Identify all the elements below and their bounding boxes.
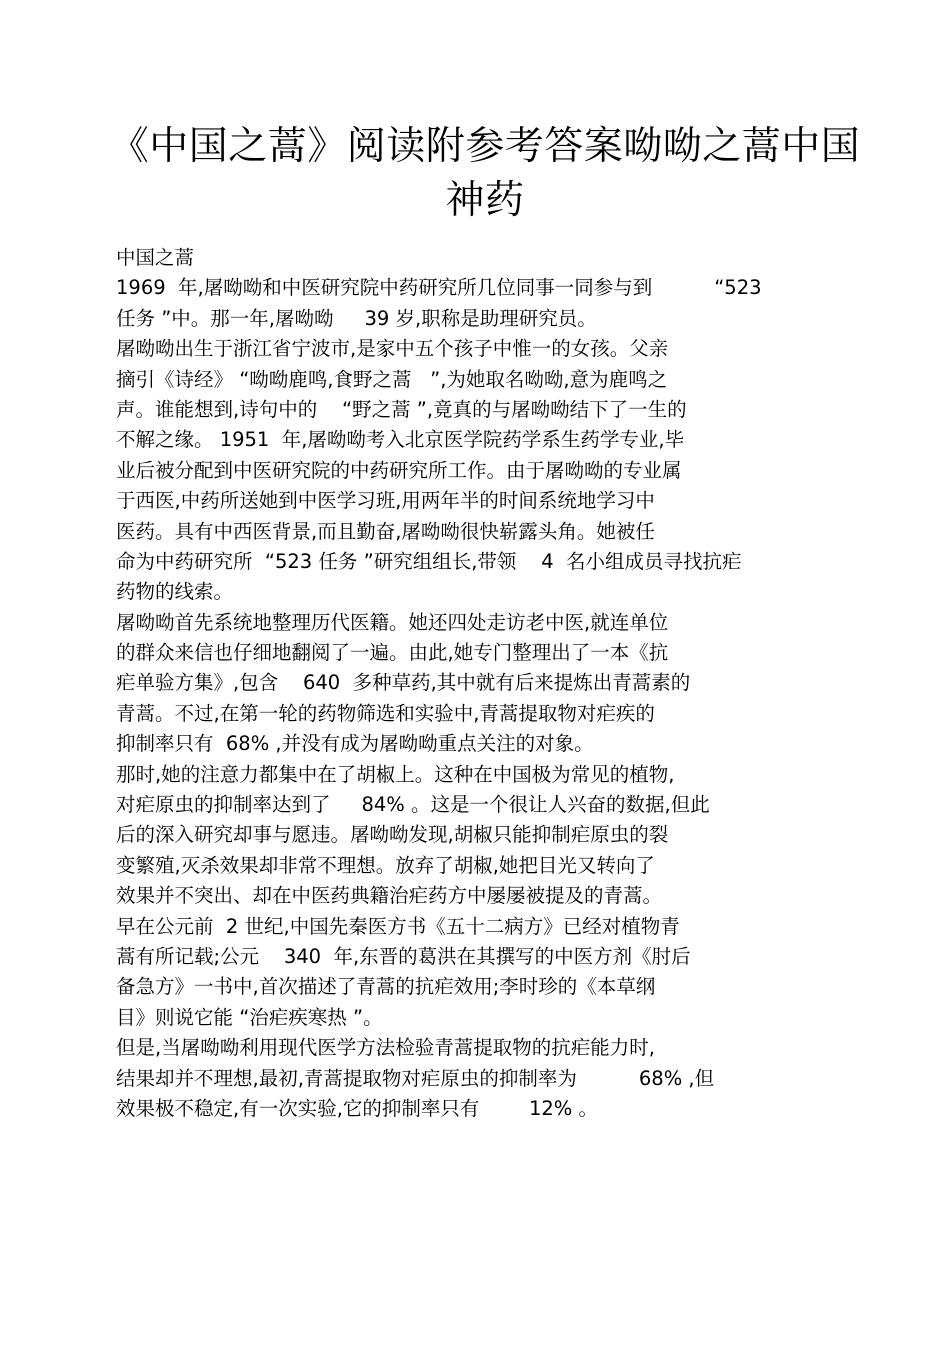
text-line: 不解之缘。 1951 年,屠呦呦考入北京医学院药学系生药学专业,毕 [116,428,685,452]
text-line: 命为中药研究所 “523 任务 ”研究组组长,带领 4 名小组成员寻找抗疟 [116,549,742,573]
text-line: 屠呦呦出生于浙江省宁波市,是家中五个孩子中惟一的女孩。父亲 [116,337,669,361]
text-line: 青蒿。不过,在第一轮的药物筛选和实验中,青蒿提取物对疟疾的 [116,701,655,725]
text-line: 效果并不突出、却在中医药典籍治疟药方中屡屡被提及的青蒿。 [116,884,663,908]
text-line: 1969 年,屠呦呦和中医研究院中药研究所几位同事一同参与到 “523 [116,276,762,300]
text-line: 声。谁能想到,诗句中的 “野之蒿 ”,竟真的与屠呦呦结下了一生的 [116,397,687,421]
text-line: 抑制率只有 68% ,并没有成为屠呦呦重点关注的对象。 [116,732,594,756]
text-line: 蒿有所记载;公元 340 年,东晋的葛洪在其撰写的中医方剂《肘后 [116,944,691,968]
text-line: 于西医,中药所送她到中医学习班,用两年半的时间系统地学习中 [116,489,655,513]
text-line: 效果极不稳定,有一次实验,它的抑制率只有 12% 。 [116,1096,599,1120]
text-line: 药物的线索。 [116,580,234,604]
text-line: 结果却并不理想,最初,青蒿提取物对疟原虫的抑制率为 68% ,但 [116,1066,715,1090]
text-line: 屠呦呦首先系统地整理历代医籍。她还四处走访老中医,就连单位 [116,610,669,634]
document-body [116,243,836,1124]
text-line: 的群众来信也仔细地翻阅了一遍。由此,她专门整理出了一本《抗 [116,641,669,665]
text-line: 后的深入研究却事与愿违。屠呦呦发现,胡椒只能抑制疟原虫的裂 [116,823,669,847]
document-title [100,120,870,228]
section-heading: 中国之蒿 [116,246,195,269]
text-line: 摘引《诗经》 “呦呦鹿鸣,食野之蒿 ”,为她取名呦呦,意为鹿鸣之 [116,367,668,391]
text-line: 早在公元前 2 世纪,中国先秦医方书《五十二病方》已经对植物青 [116,914,680,938]
text-line: 对疟原虫的抑制率达到了 84% 。这是一个很让人兴奋的数据,但此 [116,793,710,817]
title-line: 神药 [445,178,525,223]
text-line: 变繁殖,灭杀效果却非常不理想。放弃了胡椒,她把目光又转向了 [116,853,655,877]
text-line: 疟单验方集》,包含 640 多种草药,其中就有后来提炼出青蒿素的 [116,671,691,695]
title-line: 《中国之蒿》阅读附参考答案呦呦之蒿中国 [109,124,861,169]
text-line: 业后被分配到中医研究院的中药研究所工作。由于屠呦呦的专业属 [116,458,682,482]
text-line: 医药。具有中西医背景,而且勤奋,屠呦呦很快崭露头角。她被任 [116,519,655,543]
text-line: 任务 ”中。那一年,屠呦呦 39 岁,职称是助理研究员。 [116,306,597,330]
text-line: 目》则说它能 “治疟疾寒热 ”。 [116,1005,383,1029]
text-line: 那时,她的注意力都集中在了胡椒上。这种在中国极为常见的植物, [116,762,675,786]
text-line: 备急方》一书中,首次描述了青蒿的抗疟效用;李时珍的《本草纲 [116,975,656,999]
text-line: 但是,当屠呦呦利用现代医学方法检验青蒿提取物的抗疟能力时, [116,1036,655,1060]
